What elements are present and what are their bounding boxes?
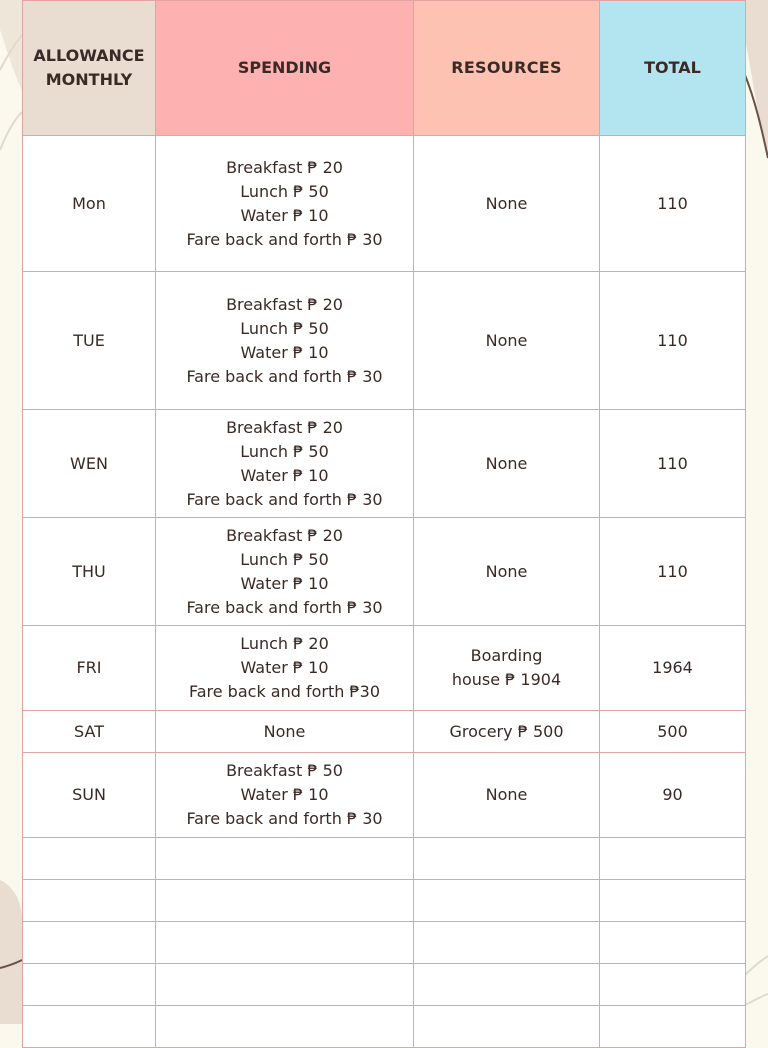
spending-cell-line: Fare back and forth ₱ 30 <box>186 229 383 249</box>
empty-cell <box>600 1006 746 1048</box>
resources-cell <box>414 272 600 410</box>
spending-cell-line: Breakfast ₱ 20 <box>226 525 343 545</box>
day-cell: TUE <box>23 272 156 410</box>
spending-cell-line: Fare back and forth ₱ 30 <box>186 597 383 617</box>
top-left-shape <box>0 0 22 90</box>
header-spending: SPENDING <box>156 1 414 136</box>
header-total: TOTAL <box>600 1 746 136</box>
resources-cell <box>414 711 600 753</box>
spending-cell-line: Breakfast ₱ 20 <box>226 294 343 314</box>
resources-cell-line: None <box>485 785 528 804</box>
empty-cell <box>414 880 600 922</box>
table-row <box>23 410 746 518</box>
empty-row <box>23 838 746 880</box>
resources-cell-line: None <box>485 193 528 213</box>
day-cell: FRI <box>23 626 156 711</box>
spending-cell-line: Fare back and forth ₱ 30 <box>186 489 383 509</box>
empty-cell <box>414 838 600 880</box>
table-row <box>23 272 746 410</box>
empty-cell <box>23 838 156 880</box>
resources-cell <box>414 626 600 711</box>
spending-cell-line: None <box>263 721 306 741</box>
resources-cell-line: house ₱ 1904 <box>451 670 562 689</box>
resources-cell-line: None <box>485 561 528 581</box>
day-cell: WEN <box>23 410 156 518</box>
bottom-left-shape <box>0 880 22 1024</box>
spending-cell-line: Breakfast ₱ 50 <box>226 761 343 780</box>
spending-cell-line: Fare back and forth ₱ 30 <box>186 366 383 386</box>
spending-cell <box>156 626 414 711</box>
total-cell: 110 <box>600 410 746 518</box>
spending-cell-line: Lunch ₱ 50 <box>240 441 329 461</box>
empty-cell <box>414 1006 600 1048</box>
total-cell: 1964 <box>600 626 746 711</box>
spending-cell-line: Water ₱ 10 <box>240 205 329 225</box>
spending-cell-line: Lunch ₱ 50 <box>240 181 329 201</box>
empty-cell <box>600 922 746 964</box>
spending-cell-line: Water ₱ 10 <box>240 465 329 485</box>
empty-cell <box>600 964 746 1006</box>
empty-cell <box>23 1006 156 1048</box>
resources-cell-line: None <box>485 330 528 350</box>
spending-cell-line: Water ₱ 10 <box>240 342 329 362</box>
top-right-shape <box>745 0 768 160</box>
spending-cell <box>156 518 414 626</box>
resources-cell <box>414 136 600 272</box>
spending-cell <box>156 410 414 518</box>
total-cell: 110 <box>600 272 746 410</box>
total-cell: 110 <box>600 518 746 626</box>
spending-cell <box>156 711 414 753</box>
header-resources: RESOURCES <box>414 1 600 136</box>
total-cell: 500 <box>600 711 746 753</box>
resources-cell <box>414 518 600 626</box>
header-row <box>23 1 746 136</box>
table-body <box>23 136 746 1048</box>
empty-row <box>23 964 746 1006</box>
empty-cell <box>156 880 414 922</box>
table-row <box>23 626 746 711</box>
spending-cell-line: Breakfast ₱ 20 <box>226 417 343 437</box>
total-cell: 110 <box>600 136 746 272</box>
bottom-right-curve-2 <box>745 994 768 1005</box>
spending-cell-line: Lunch ₱ 50 <box>240 549 329 569</box>
empty-cell <box>156 964 414 1006</box>
empty-row <box>23 922 746 964</box>
spending-cell <box>156 272 414 410</box>
resources-cell-line: Grocery ₱ 500 <box>449 721 564 741</box>
day-cell: Mon <box>23 136 156 272</box>
empty-cell <box>600 838 746 880</box>
total-cell: 90 <box>600 753 746 838</box>
empty-cell <box>23 922 156 964</box>
empty-row <box>23 1006 746 1048</box>
header-allowance-line2: MONTHLY <box>45 70 133 89</box>
empty-cell <box>156 838 414 880</box>
empty-cell <box>156 1006 414 1048</box>
spending-cell-line: Breakfast ₱ 20 <box>226 157 343 177</box>
day-cell: SUN <box>23 753 156 838</box>
spending-cell-line: Fare back and forth ₱30 <box>188 682 381 701</box>
resources-cell <box>414 753 600 838</box>
empty-cell <box>23 880 156 922</box>
table-row <box>23 136 746 272</box>
allowance-table <box>22 0 746 1048</box>
spending-cell-line: Water ₱ 10 <box>240 658 329 677</box>
top-left-curve-2 <box>0 112 22 150</box>
day-cell: SAT <box>23 711 156 753</box>
spending-cell <box>156 136 414 272</box>
spending-cell <box>156 753 414 838</box>
resources-cell <box>414 410 600 518</box>
spending-cell-line: Water ₱ 10 <box>240 785 329 804</box>
empty-row <box>23 880 746 922</box>
resources-cell-line: None <box>485 453 528 473</box>
day-cell: THU <box>23 518 156 626</box>
spending-cell-line: Water ₱ 10 <box>240 573 329 593</box>
table-row <box>23 518 746 626</box>
table-row <box>23 753 746 838</box>
resources-cell-line: Boarding <box>470 646 543 665</box>
bottom-right-curve <box>745 956 768 975</box>
spending-cell-line: Fare back and forth ₱ 30 <box>186 809 383 828</box>
header-allowance-line1: ALLOWANCE <box>33 46 145 65</box>
empty-cell <box>156 922 414 964</box>
table-row <box>23 711 746 753</box>
spending-cell-line: Lunch ₱ 20 <box>240 634 329 653</box>
header-allowance-monthly <box>23 1 156 136</box>
empty-cell <box>600 880 746 922</box>
spending-cell-line: Lunch ₱ 50 <box>240 318 329 338</box>
empty-cell <box>23 964 156 1006</box>
empty-cell <box>414 964 600 1006</box>
empty-cell <box>414 922 600 964</box>
